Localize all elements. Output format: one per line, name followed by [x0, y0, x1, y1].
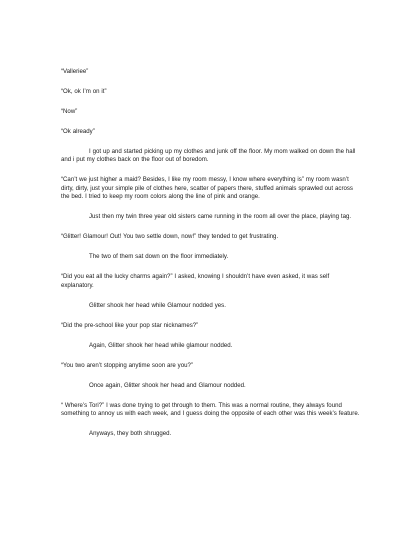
paragraph: “Valleriee”: [61, 68, 89, 75]
paragraph: “Can’t we just higher a maid? Besides, I like my room messy, I know where everything is” my room wasn’t dirty, dirty, just your simple pile of clothes here, scatter of papers there, stuffed animals sprawled out across the bed. I tried to keep my room colors along the line of pink and orange.: [61, 176, 353, 201]
paragraph: “Ok already”: [61, 128, 95, 135]
paragraph: Once again, Glitter shook her head and Glamour nodded.: [89, 381, 246, 389]
paragraph: Again, Glitter shook her head while glamour nodded.: [89, 341, 233, 349]
paragraph: “Now”: [61, 108, 78, 115]
paragraph: The two of them sat down on the floor immediately.: [89, 253, 229, 261]
document-body: [61, 68, 363, 450]
paragraph: “Glitter! Glamour! Out! You two settle down, now!” they tended to get frustrating.: [61, 233, 279, 241]
paragraph: “Did the pre-school like your pop star nicknames?”: [61, 321, 199, 329]
paragraph: “ Where’s Tori?” I was done trying to get through to them. This was a normal routine, they always found something to annoy us with each week, and I guess doing the opposite of each other was this week’s feature.: [61, 401, 360, 418]
paragraph: “You two aren’t stopping anytime soon are you?”: [61, 361, 193, 369]
paragraph: Glitter shook her head while Glamour nodded yes.: [89, 301, 226, 309]
paragraph: Just then my twin three year old sisters came running in the room all over the place, playing tag.: [89, 213, 352, 221]
paragraph: I got up and started picking up my clothes and junk off the floor. My mom walked on down the hall and i put my clothes back on the floor out of boredom.: [61, 148, 356, 164]
paragraph: Anyways, they both shrugged.: [89, 430, 172, 438]
paragraph: “Ok, ok I’m on it”: [61, 88, 107, 95]
paragraph: “Did you eat all the lucky charms again?” I asked, knowing I shouldn’t have even asked, it was self explanatory.: [61, 273, 330, 289]
